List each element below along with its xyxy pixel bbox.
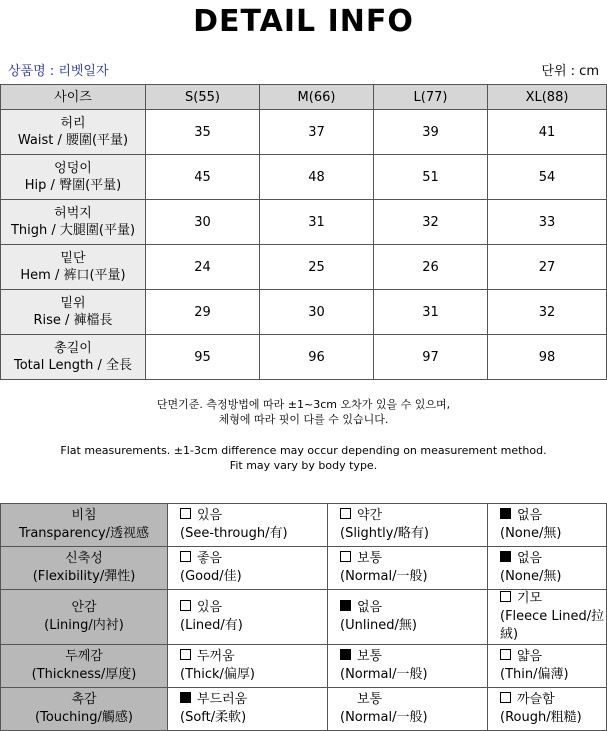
feature-label-kr: 두께감 [65,649,103,664]
header-size: 사이즈 [1,85,146,110]
table-row [1,110,607,155]
feature-label-kr: 촉감 [71,692,97,707]
measurement-label [1,290,146,335]
feature-label [1,688,168,731]
size-value: 27 [488,245,607,290]
feature-label-en: (Flexibility/彈性) [32,569,136,584]
note-en-2: Fit may vary by body type. [229,459,378,472]
measurement-label [1,110,146,155]
measurement-name-kr: 밑위 [60,296,86,311]
header-l: L(77) [374,85,488,110]
option-label-en: (Thick/偏厚) [180,667,255,682]
feature-option [488,547,607,590]
feature-label-en: (Touching/觸感) [35,710,133,725]
feature-option [328,645,488,688]
size-value: 31 [260,200,374,245]
feature-option [168,590,328,645]
size-value: 32 [488,290,607,335]
size-value: 24 [146,245,260,290]
option-label-en: (Soft/柔軟) [180,710,247,725]
option-label-kr: 없음 [517,508,543,523]
option-label-en: (Good/佳) [180,569,242,584]
feature-option [168,504,328,547]
option-label-kr: 보통 [357,649,383,664]
feature-option [328,688,488,731]
measurement-name-en: Hip / 臀圍(平量) [24,178,122,193]
size-value: 31 [374,290,488,335]
unchecked-box-icon [500,591,511,602]
option-label-en: (None/無) [500,569,562,584]
feature-option [488,590,607,645]
unchecked-box-icon [500,649,511,660]
size-value: 39 [374,110,488,155]
unchecked-box-icon [340,551,351,562]
size-value: 95 [146,335,260,380]
feature-row [1,688,607,731]
checked-box-icon [180,692,191,703]
feature-label-en: (Thickness/厚度) [31,667,137,682]
size-value: 97 [374,335,488,380]
measurement-name-en: Hem / 裤口(平量) [20,268,126,283]
option-label-en: (Lined/有) [180,618,243,633]
size-table [0,84,607,380]
size-value: 37 [260,110,374,155]
option-label-kr: 있음 [197,600,223,615]
feature-option [328,504,488,547]
option-label-en: (Rough/粗糙) [500,710,582,725]
header-s: S(55) [146,85,260,110]
feature-table [0,503,607,731]
feature-option [168,645,328,688]
size-table-header [1,85,607,110]
checked-box-icon [340,649,351,660]
note-kr-2: 체형에 따라 핏이 다를 수 있습니다. [218,413,389,426]
feature-row [1,590,607,645]
option-label-kr: 두꺼움 [197,649,235,664]
unchecked-box-icon [500,692,511,703]
measurement-label [1,200,146,245]
measurement-name-en: Rise / 褲檔長 [33,313,113,328]
measurement-label [1,155,146,200]
measurement-name-kr: 허벅지 [54,206,92,221]
option-label-kr: 없음 [517,551,543,566]
note-kr-1: 단면기준. 측정방법에 따라 ±1~3cm 오차가 있을 수 있으며, [156,398,451,411]
size-value: 41 [488,110,607,155]
unchecked-box-icon [180,508,191,519]
checked-box-icon [340,600,351,611]
table-row [1,155,607,200]
feature-row [1,547,607,590]
header-m: M(66) [260,85,374,110]
checked-box-icon [500,508,511,519]
page-title: DETAIL INFO [193,4,414,39]
option-label-kr: 없음 [357,600,383,615]
option-label-en: (Normal/一般) [340,667,428,682]
table-row [1,200,607,245]
option-label-en: (Normal/一般) [340,710,428,725]
feature-option [488,504,607,547]
size-value: 30 [260,290,374,335]
measurement-name-kr: 총길이 [54,341,92,356]
size-value: 54 [488,155,607,200]
feature-label-kr: 안감 [71,600,97,615]
measurement-name-kr: 밑단 [60,251,86,266]
option-label-kr: 있음 [197,508,223,523]
size-value: 25 [260,245,374,290]
option-label-kr: 부드러움 [197,692,248,707]
option-label-kr: 보통 [357,692,383,707]
feature-label [1,590,168,645]
feature-label-en: Transparency/透视感 [18,526,150,541]
unchecked-box-icon [180,551,191,562]
feature-option [328,547,488,590]
size-value: 32 [374,200,488,245]
size-value: 45 [146,155,260,200]
unchecked-box-icon [180,600,191,611]
option-label-kr: 기모 [517,591,543,606]
option-label-en: (Slightly/略有) [340,526,429,541]
table-row [1,290,607,335]
size-value: 96 [260,335,374,380]
measurement-label [1,245,146,290]
option-label-en: (Unlined/無) [340,618,417,633]
size-value: 48 [260,155,374,200]
option-label-en: (Fleece Lined/拉絨) [500,609,605,642]
unchecked-box-icon [180,649,191,660]
feature-label-en: (Lining/内衬) [44,618,124,633]
measurement-label [1,335,146,380]
option-label-kr: 까슬함 [517,692,555,707]
feature-option [328,590,488,645]
feature-option [488,645,607,688]
option-label-kr: 얇음 [517,649,543,664]
option-label-kr: 약간 [357,508,383,523]
option-label-kr: 좋음 [197,551,223,566]
option-label-en: (See-through/有) [180,526,288,541]
measurement-name-en: Total Length / 全長 [14,358,132,373]
table-row [1,245,607,290]
unit-label: 단위 : cm [541,64,599,79]
option-label-kr: 보통 [357,551,383,566]
feature-label [1,547,168,590]
feature-row [1,645,607,688]
measurement-name-kr: 엉덩이 [54,161,92,176]
size-value: 98 [488,335,607,380]
size-value: 35 [146,110,260,155]
option-label-en: (None/無) [500,526,562,541]
option-label-en: (Normal/一般) [340,569,428,584]
feature-option [488,688,607,731]
product-name: 상품명 : 리벳일자 [8,64,109,79]
size-value: 51 [374,155,488,200]
feature-label [1,645,168,688]
feature-option [168,547,328,590]
checked-box-icon [500,551,511,562]
size-value: 33 [488,200,607,245]
measurement-name-kr: 허리 [60,116,86,131]
size-value: 30 [146,200,260,245]
feature-label [1,504,168,547]
note-en-1: Flat measurements. ±1-3cm difference may occur depending on measurement method. [60,444,547,457]
header-xl: XL(88) [488,85,607,110]
unchecked-box-icon [340,508,351,519]
feature-label-kr: 신축성 [65,551,103,566]
feature-option [168,688,328,731]
table-row [1,335,607,380]
option-label-en: (Thin/偏薄) [500,667,569,682]
measurement-name-en: Waist / 腰圍(平量) [17,133,129,148]
size-value: 29 [146,290,260,335]
feature-label-kr: 비침 [71,508,97,523]
feature-row [1,504,607,547]
measurement-name-en: Thigh / 大腿圍(平量) [10,223,136,238]
size-value: 26 [374,245,488,290]
